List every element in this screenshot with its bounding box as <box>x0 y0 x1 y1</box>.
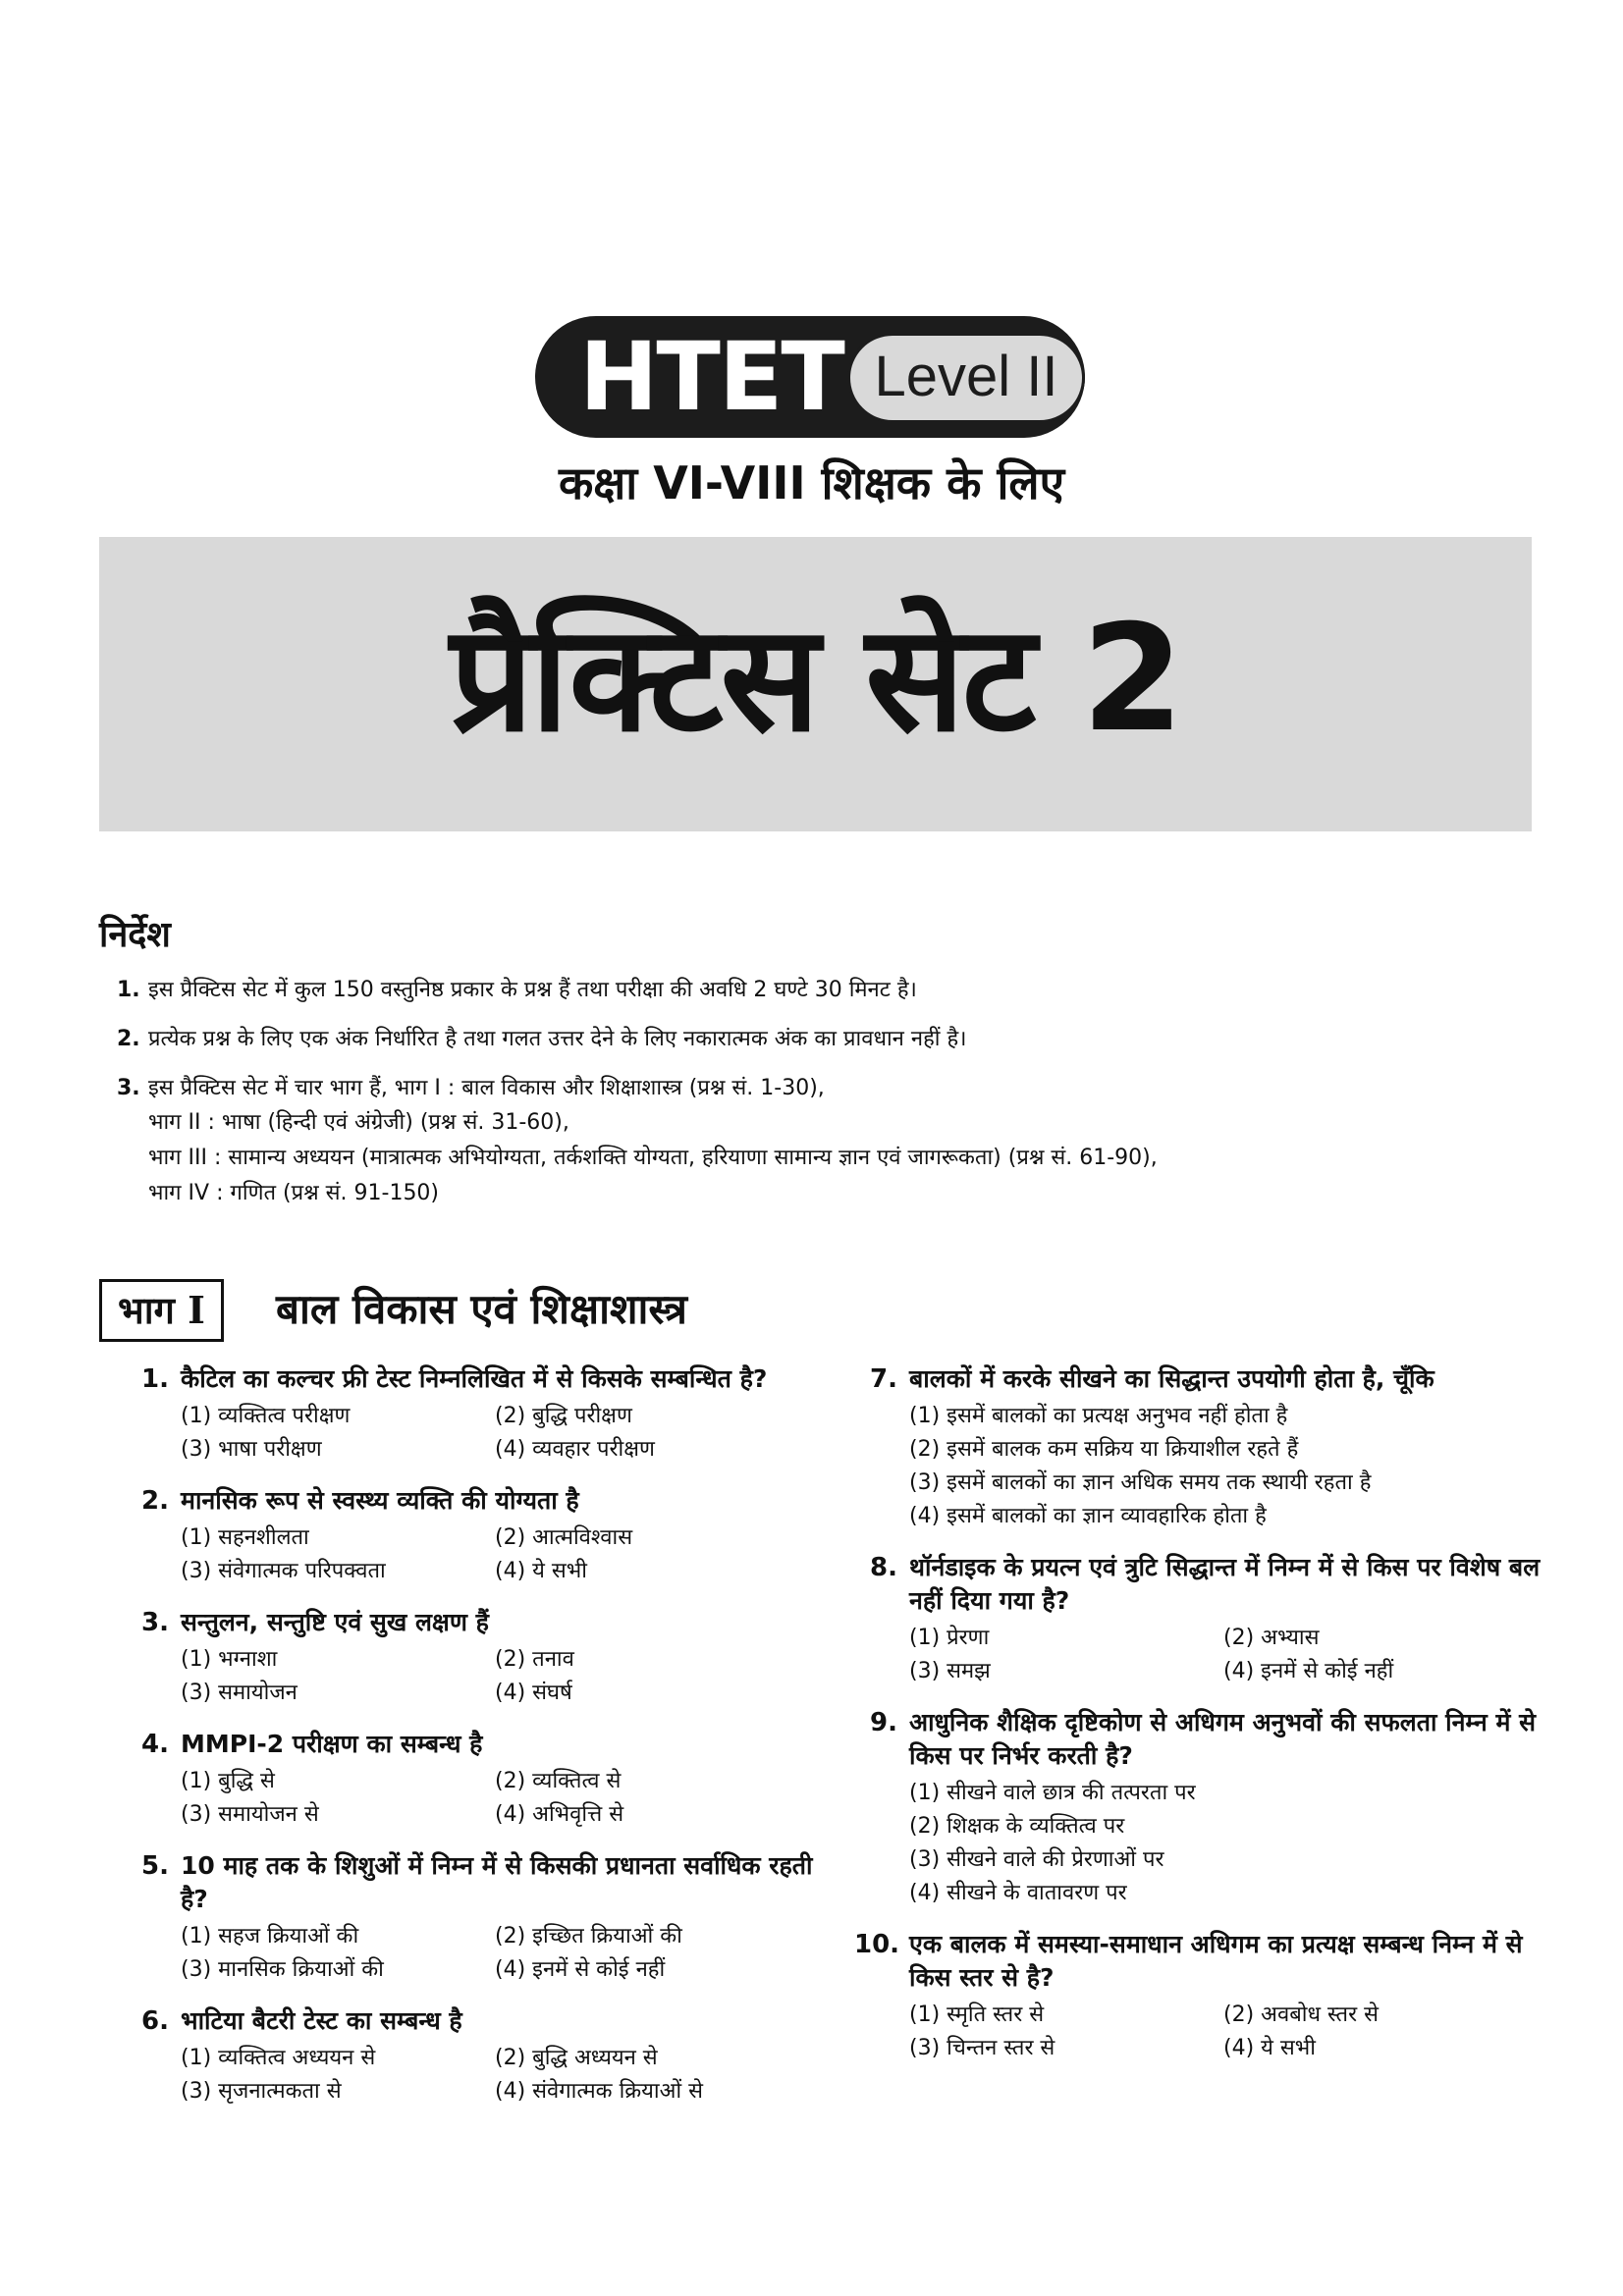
question-stem <box>854 1706 1561 1773</box>
question-option: (2) इच्छित क्रियाओं की <box>495 1924 682 1949</box>
question-option: (1) स्मृति स्तर से <box>909 2002 1045 2027</box>
question-option: (4) संघर्ष <box>495 1681 572 1705</box>
question-stem <box>126 1728 833 1761</box>
question-text: बालकों में करके सीखने का सिद्धान्त उपयोगी होता है, चूँकि <box>909 1364 1434 1393</box>
question-options <box>909 1777 1561 1910</box>
question <box>126 1728 833 1832</box>
question-text: आधुनिक शैक्षिक दृष्टिकोण से अधिगम अनुभवों की सफलता निम्न में से किस पर निर्भर करती है? <box>909 1708 1537 1770</box>
question-option: (2) अभ्यास <box>1223 1626 1320 1650</box>
question-number: 5. <box>141 1851 169 1881</box>
question-option: (3) समझ <box>909 1659 991 1683</box>
instruction-item <box>117 1072 1533 1211</box>
question-stem <box>126 1484 833 1518</box>
question-option: (4) इसमें बालकों का ज्ञान व्यावहारिक होता है <box>909 1504 1267 1528</box>
question-stem <box>126 1606 833 1639</box>
question-options <box>181 1765 833 1832</box>
question-option: (3) संवेगात्मक परिपक्वता <box>181 1559 386 1583</box>
question <box>126 1849 833 1987</box>
question-option: (1) बुद्धि से <box>181 1769 275 1793</box>
instruction-text: इस प्रैक्टिस सेट में चार भाग हैं, भाग I : बाल विकास और शिक्षाशास्त्र (प्रश्न सं. 1-30), <box>148 1076 825 1100</box>
instructions <box>99 911 1533 1227</box>
question-option: (3) सीखने वाले की प्रेरणाओं पर <box>909 1847 1164 1872</box>
question-option: (4) ये सभी <box>495 1559 587 1583</box>
instructions-heading: निर्देश <box>99 915 171 955</box>
question-option: (2) अवबोध स्तर से <box>1223 2002 1379 2027</box>
question-stem <box>854 1362 1561 1396</box>
question-option: (3) सृजनात्मकता से <box>181 2079 342 2104</box>
question-stem <box>854 1928 1561 1995</box>
question <box>854 1706 1561 1910</box>
question-text: थॉर्नडाइक के प्रयत्न एवं त्रुटि सिद्धान्त में निम्न में से किस पर विशेष बल नहीं दिया गया है? <box>909 1553 1541 1615</box>
badge-exam-name: HTET <box>579 322 843 432</box>
question-option: (1) व्यक्तित्व अध्ययन से <box>181 2046 376 2070</box>
question-options <box>181 1400 833 1467</box>
instruction-text: प्रत्येक प्रश्न के लिए एक अंक निर्धारित है तथा गलत उत्तर देने के लिए नकारात्मक अंक का प्रावधान नहीं है। <box>148 1027 967 1051</box>
question-options <box>909 1622 1561 1688</box>
question-option: (3) इसमें बालकों का ज्ञान अधिक समय तक स्थायी रहता है <box>909 1470 1372 1495</box>
question-number: 6. <box>141 2006 169 2036</box>
question-option: (1) भग्नाशा <box>181 1647 278 1672</box>
question-option: (3) समायोजन से <box>181 1802 319 1827</box>
question-options <box>909 1400 1561 1533</box>
title-band <box>99 537 1532 831</box>
question-options <box>181 1920 833 1987</box>
question-option: (4) इनमें से कोई नहीं <box>495 1957 666 1982</box>
question-option: (3) समायोजन <box>181 1681 298 1705</box>
question-option: (1) प्रेरणा <box>909 1626 990 1650</box>
question-options <box>909 1999 1561 2065</box>
question <box>854 1362 1561 1533</box>
question-options <box>181 2042 833 2109</box>
question-option: (2) बुद्धि परीक्षण <box>495 1404 632 1428</box>
question-number: 9. <box>870 1708 897 1737</box>
question-text: सन्तुलन, सन्तुष्टि एवं सुख लक्षण हैं <box>181 1608 489 1636</box>
question-option: (3) चिन्तन स्तर से <box>909 2036 1055 2060</box>
instruction-continuation: भाग II : भाषा (हिन्दी एवं अंग्रेजी) (प्रश्न सं. 31-60), <box>148 1110 569 1135</box>
instruction-item <box>117 974 1533 1007</box>
question <box>126 1484 833 1588</box>
question-option: (4) संवेगात्मक क्रियाओं से <box>495 2079 703 2104</box>
question-stem <box>854 1551 1561 1618</box>
question-options <box>181 1643 833 1710</box>
question-option: (3) मानसिक क्रियाओं की <box>181 1957 384 1982</box>
question-number: 7. <box>870 1364 897 1394</box>
question <box>126 1362 833 1467</box>
question-option: (2) बुद्धि अध्ययन से <box>495 2046 658 2070</box>
section-header <box>99 1279 1376 1348</box>
question-options <box>181 1522 833 1588</box>
questions-column-left <box>126 1362 833 2126</box>
question-option: (1) सहज क्रियाओं की <box>181 1924 359 1949</box>
question-stem <box>126 1849 833 1916</box>
question <box>126 2004 833 2109</box>
instructions-list <box>99 974 1533 1211</box>
question <box>854 1551 1561 1688</box>
question-text: एक बालक में समस्या-समाधान अधिगम का प्रत्यक्ष सम्बन्ध निम्न में से किस स्तर से है? <box>909 1930 1523 1992</box>
question-option: (3) भाषा परीक्षण <box>181 1437 322 1462</box>
question-number: 10. <box>854 1930 900 1959</box>
question-option: (4) सीखने के वातावरण पर <box>909 1881 1127 1905</box>
instruction-number: 2. <box>117 1027 140 1051</box>
instruction-number: 1. <box>117 978 140 1002</box>
question-text: कैटिल का कल्चर फ्री टेस्ट निम्नलिखित में से किसके सम्बन्धित है? <box>181 1364 768 1393</box>
question-number: 8. <box>870 1553 897 1582</box>
question-text: MMPI-2 परीक्षण का सम्बन्ध है <box>181 1730 483 1758</box>
question-option: (1) सीखने वाले छात्र की तत्परता पर <box>909 1781 1196 1805</box>
question-option: (4) व्यवहार परीक्षण <box>495 1437 655 1462</box>
question-option: (2) इसमें बालक कम सक्रिय या क्रियाशील रहते हैं <box>909 1437 1299 1462</box>
question-text: 10 माह तक के शिशुओं में निम्न में से किसकी प्रधानता सर्वाधिक रहती है? <box>181 1851 813 1913</box>
section-title: बाल विकास एवं शिक्षाशास्त्र <box>276 1285 687 1333</box>
question-stem <box>126 2004 833 2038</box>
question-option: (2) व्यक्तित्व से <box>495 1769 622 1793</box>
page-subtitle: कक्षा VI-VIII शिक्षक के लिए <box>558 456 1065 509</box>
badge-level: Level II <box>847 333 1085 423</box>
question-option: (2) शिक्षक के व्यक्तित्व पर <box>909 1814 1125 1839</box>
instruction-item <box>117 1023 1533 1056</box>
instruction-continuation: भाग III : सामान्य अध्ययन (मात्रात्मक अभियोग्यता, तर्कशक्ति योग्यता, हरियाणा सामान्य ज्ञान एवं जागरूकता) (प्रश्न सं. 61-90), <box>148 1146 1158 1170</box>
question-number: 3. <box>141 1608 169 1637</box>
question-option: (4) इनमें से कोई नहीं <box>1223 1659 1394 1683</box>
instruction-continuation: भाग IV : गणित (प्रश्न सं. 91-150) <box>148 1181 440 1205</box>
question-option: (1) सहनशीलता <box>181 1525 309 1550</box>
question-option: (1) इसमें बालकों का प्रत्यक्ष अनुभव नहीं होता है <box>909 1404 1288 1428</box>
question <box>854 1928 1561 2065</box>
exam-badge <box>535 316 1085 438</box>
question-stem <box>126 1362 833 1396</box>
instruction-text: इस प्रैक्टिस सेट में कुल 150 वस्तुनिष्ठ प्रकार के प्रश्न हैं तथा परीक्षा की अवधि 2 घण्टे 30 मिनट है। <box>148 978 917 1002</box>
question-number: 2. <box>141 1486 169 1516</box>
questions-column-right <box>854 1362 1561 2083</box>
question-text: भाटिया बैटरी टेस्ट का सम्बन्ध है <box>181 2006 462 2035</box>
question-text: मानसिक रूप से स्वस्थ्य व्यक्ति की योग्यता है <box>181 1486 579 1515</box>
question-number: 4. <box>141 1730 169 1759</box>
question-option: (2) आत्मविश्वास <box>495 1525 633 1550</box>
question-option: (4) ये सभी <box>1223 2036 1316 2060</box>
instruction-number: 3. <box>117 1076 140 1100</box>
question-option: (2) तनाव <box>495 1647 574 1672</box>
question <box>126 1606 833 1710</box>
question-option: (4) अभिवृत्ति से <box>495 1802 624 1827</box>
question-number: 1. <box>141 1364 169 1394</box>
page-title: प्रैक्टिस सेट 2 <box>450 594 1181 765</box>
question-option: (1) व्यक्तित्व परीक्षण <box>181 1404 351 1428</box>
section-label: भाग I <box>99 1279 224 1342</box>
